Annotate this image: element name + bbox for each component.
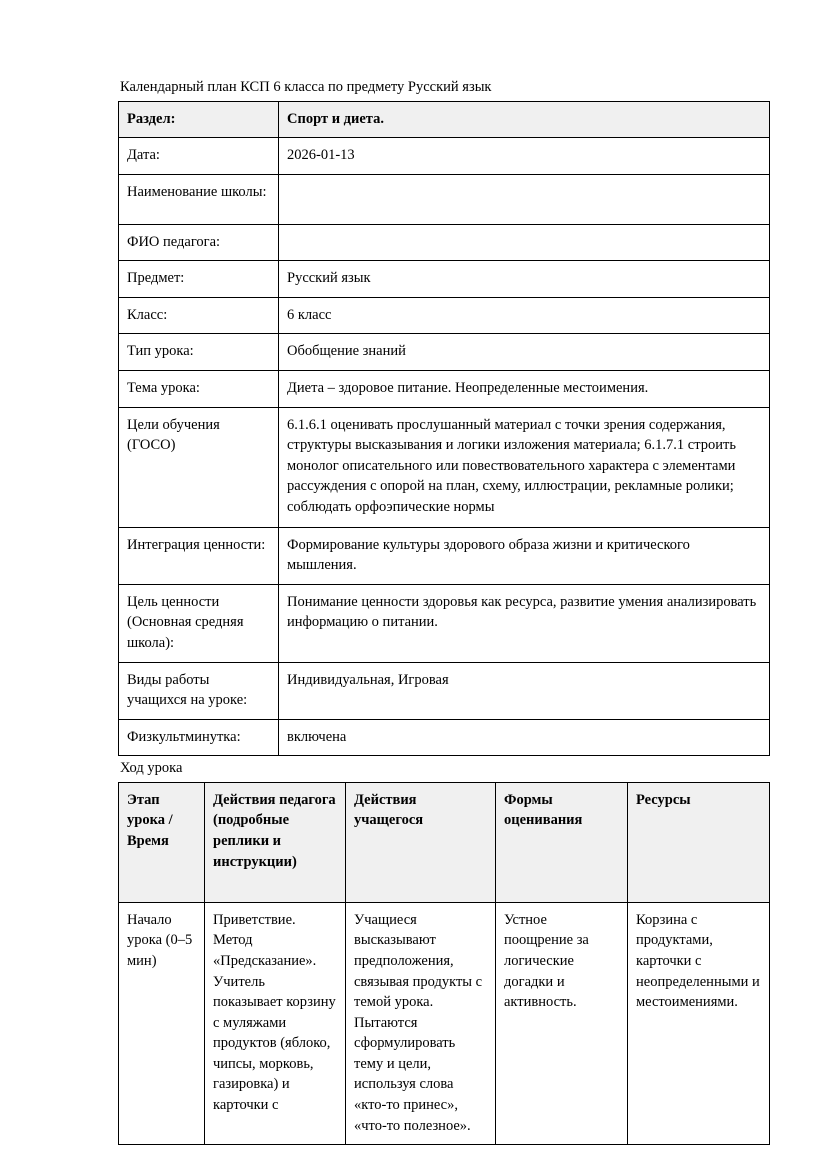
table-row <box>119 584 770 662</box>
table-row <box>119 334 770 371</box>
table-row <box>119 662 770 719</box>
column-header-stage: Этап урока / Время <box>119 782 205 902</box>
row-value: Русский язык <box>279 261 770 298</box>
column-header-teacher: Действия педагога (подробные реплики и инструкции) <box>205 782 346 902</box>
table-header-row <box>119 782 770 902</box>
table-row <box>119 101 770 138</box>
row-label: ФИО педагога: <box>119 224 279 261</box>
row-value <box>279 224 770 261</box>
cell-student: Учащиеся высказывают предположения, связывая продукты с темой урока. Пытаются сформулировать тему и цели, используя слова «кто-то принес», «что-то полезное». <box>346 902 496 1144</box>
cell-assessment: Устное поощрение за логические догадки и активность. <box>496 902 628 1144</box>
table-row <box>119 297 770 334</box>
row-label: Тип урока: <box>119 334 279 371</box>
lesson-flow-body <box>119 902 770 1144</box>
table-row <box>119 261 770 298</box>
row-label: Цели обучения (ГОСО) <box>119 407 279 527</box>
table-row <box>119 719 770 756</box>
flow-section-label: Ход урока <box>120 760 183 777</box>
lesson-info-table <box>118 101 770 757</box>
row-label: Наименование школы: <box>119 174 279 224</box>
lesson-flow-table <box>118 782 770 1145</box>
row-label: Класс: <box>119 297 279 334</box>
cell-stage: Начало урока (0–5 мин) <box>119 902 205 1144</box>
row-label: Тема урока: <box>119 371 279 408</box>
row-value <box>279 174 770 224</box>
row-label: Дата: <box>119 138 279 175</box>
table-row <box>119 371 770 408</box>
row-value: Индивидуальная, Игровая <box>279 662 770 719</box>
cell-resources: Корзина с продуктами, карточки с неопределенными и местоимениями. <box>628 902 770 1144</box>
row-value: Спорт и диета. <box>279 101 770 138</box>
page-title: Календарный план КСП 6 класса по предмету Русский язык <box>120 79 492 95</box>
lesson-info-body <box>119 101 770 756</box>
row-value: 6.1.6.1 оценивать прослушанный материал с точки зрения содержания, структуры высказывания и логики изложения материала; 6.1.7.1 строить монолог описательного или повествовательного характера с элементами рассуждения с опорой на план, схему, иллюстрации, рекламные ролики; соблюдать орфоэпические нормы <box>279 407 770 527</box>
row-value: 6 класс <box>279 297 770 334</box>
column-header-student: Действия учащегося <box>346 782 496 902</box>
lesson-flow-header <box>119 782 770 902</box>
row-label: Виды работы учащихся на уроке: <box>119 662 279 719</box>
row-label: Физкультминутка: <box>119 719 279 756</box>
row-label: Интеграция ценности: <box>119 527 279 584</box>
table-row <box>119 174 770 224</box>
row-value: Диета – здоровое питание. Неопределенные местоимения. <box>279 371 770 408</box>
table-row <box>119 224 770 261</box>
table-row <box>119 407 770 527</box>
document-page <box>118 78 769 1145</box>
row-value: включена <box>279 719 770 756</box>
column-header-assessment: Формы оценивания <box>496 782 628 902</box>
column-header-resources: Ресурсы <box>628 782 770 902</box>
row-value: Понимание ценности здоровья как ресурса, развитие умения анализировать информацию о питании. <box>279 584 770 662</box>
row-label: Предмет: <box>119 261 279 298</box>
row-label: Цель ценности (Основная средняя школа): <box>119 584 279 662</box>
table-row <box>119 902 770 1144</box>
row-label: Раздел: <box>119 101 279 138</box>
table-row <box>119 527 770 584</box>
table-row <box>119 138 770 175</box>
cell-teacher: Приветствие. Метод «Предсказание». Учитель показывает корзину с муляжами продуктов (яблоко, чипсы, морковь, газировка) и карточки с <box>205 902 346 1144</box>
row-value: Формирование культуры здорового образа жизни и критического мышления. <box>279 527 770 584</box>
row-value: 2026-01-13 <box>279 138 770 175</box>
row-value: Обобщение знаний <box>279 334 770 371</box>
